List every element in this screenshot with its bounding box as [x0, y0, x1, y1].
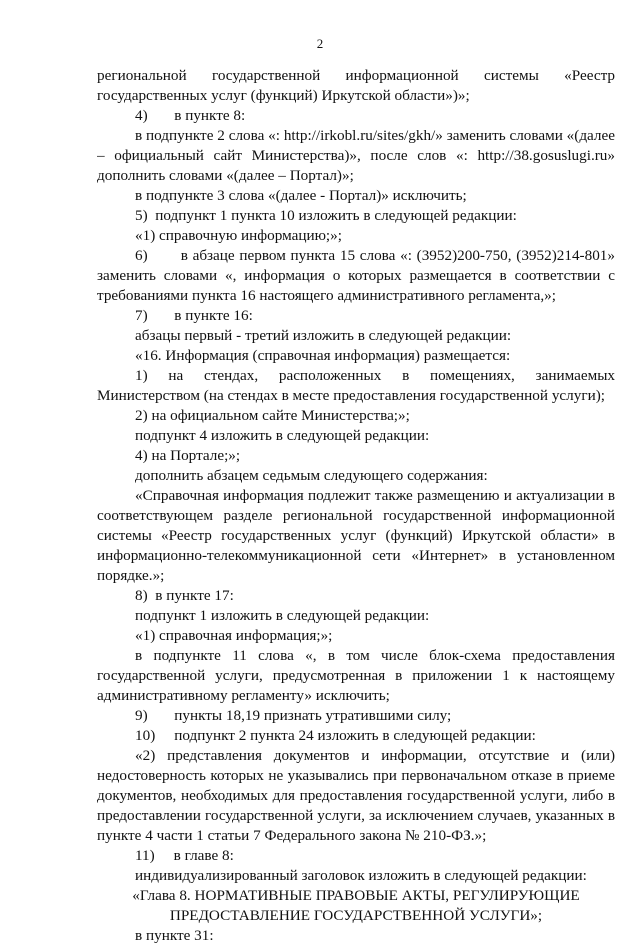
text-line: административному регламенту» исключить;	[97, 687, 390, 704]
document-body	[97, 66, 615, 946]
text-line: региональной государственной информационной системы «Реестр	[97, 67, 615, 84]
text-line: «16. Информация (справочная информация) размещается:	[135, 347, 511, 364]
page-number: 2	[316, 36, 324, 51]
text-line: ПРЕДОСТАВЛЕНИЕ ГОСУДАРСТВЕННОЙ УСЛУГИ»;	[169, 907, 543, 924]
text-line: 8) в пункте 17:	[135, 587, 234, 604]
text-line: индивидуализированный заголовок изложить в следующей редакции:	[135, 867, 587, 884]
text-line: государственных услуг (функций) Иркутской области»)»;	[97, 87, 470, 104]
text-line: предоставлении государственной услуги, за исключением случаев, указанных в	[97, 807, 615, 824]
text-line: системы «Реестр государственных услуг (функций) Иркутской области» в	[97, 527, 615, 544]
text-line: заменить словами «, информация о которых размещается в соответствии с	[97, 267, 615, 284]
text-line: информационно-телекоммуникационной сети «Интернет» в установленном	[97, 547, 615, 564]
text-line: абзацы первый - третий изложить в следующей редакции:	[135, 327, 512, 344]
text-line: документов, необходимых для предоставления государственной услуги, либо в	[97, 787, 615, 804]
text-line: 1) на стендах, расположенных в помещениях, занимаемых	[135, 367, 615, 384]
text-line: подпункт 4 изложить в следующей редакции:	[135, 427, 430, 444]
text-line: 6) в абзаце первом пункта 15 слова «: (3952)200-750, (3952)214-801»	[135, 247, 615, 264]
text-line: 9) пункты 18,19 признать утратившими силу;	[135, 707, 452, 724]
text-line: в подпункте 11 слова «, в том числе блок-схема предоставления	[135, 647, 615, 664]
text-line: «Глава 8. НОРМАТИВНЫЕ ПРАВОВЫЕ АКТЫ, РЕГУЛИРУЮЩИЕ	[132, 887, 580, 904]
text-line: 5) подпункт 1 пункта 10 изложить в следующей редакции:	[135, 207, 517, 224]
text-line: пункте 4 части 1 статьи 7 Федерального закона № 210-ФЗ.»;	[97, 827, 487, 844]
text-line: дополнить абзацем седьмым следующего содержания:	[135, 467, 488, 484]
text-line: 7) в пункте 16:	[135, 307, 253, 324]
text-line: недостоверность которых не указывались при первоначальном отказе в приеме	[97, 767, 615, 784]
text-line: в подпункте 3 слова «(далее - Портал)» исключить;	[135, 187, 467, 204]
text-line: «1) справочная информация;»;	[135, 627, 333, 644]
text-line: – официальный сайт Министерства)», после слов «: http://38.gosuslugi.ru»	[97, 147, 615, 164]
text-line: в пункте 31:	[135, 927, 214, 944]
text-line: «1) справочную информацию;»;	[135, 227, 342, 244]
text-line: «Справочная информация подлежит также размещению и актуализации в	[135, 487, 615, 504]
text-line: требованиями пункта 16 настоящего административного регламента,»;	[97, 287, 556, 304]
text-line: «2) представления документов и информации, отсутствие и (или)	[135, 747, 615, 764]
text-line: порядке.»;	[97, 567, 165, 584]
text-line: дополнить словами «(далее – Портал)»;	[97, 167, 354, 184]
text-line: Министерством (на стендах в месте предоставления государственной услуги);	[97, 387, 605, 404]
text-line: государственной услуги, предусмотренная в приложении 1 к настоящему	[97, 667, 615, 684]
text-line: соответствующем разделе региональной государственной информационной	[97, 507, 615, 524]
text-line: 4) в пункте 8:	[135, 107, 246, 124]
text-line: 4) на Портале;»;	[135, 447, 241, 464]
text-line: 2) на официальном сайте Министерства;»;	[135, 407, 410, 424]
text-line: 10) подпункт 2 пункта 24 изложить в следующей редакции:	[135, 727, 536, 744]
text-line: в подпункте 2 слова «: http://irkobl.ru/sites/gkh/» заменить словами «(далее	[135, 127, 615, 144]
text-line: подпункт 1 изложить в следующей редакции:	[135, 607, 430, 624]
text-line: 11) в главе 8:	[135, 847, 234, 864]
